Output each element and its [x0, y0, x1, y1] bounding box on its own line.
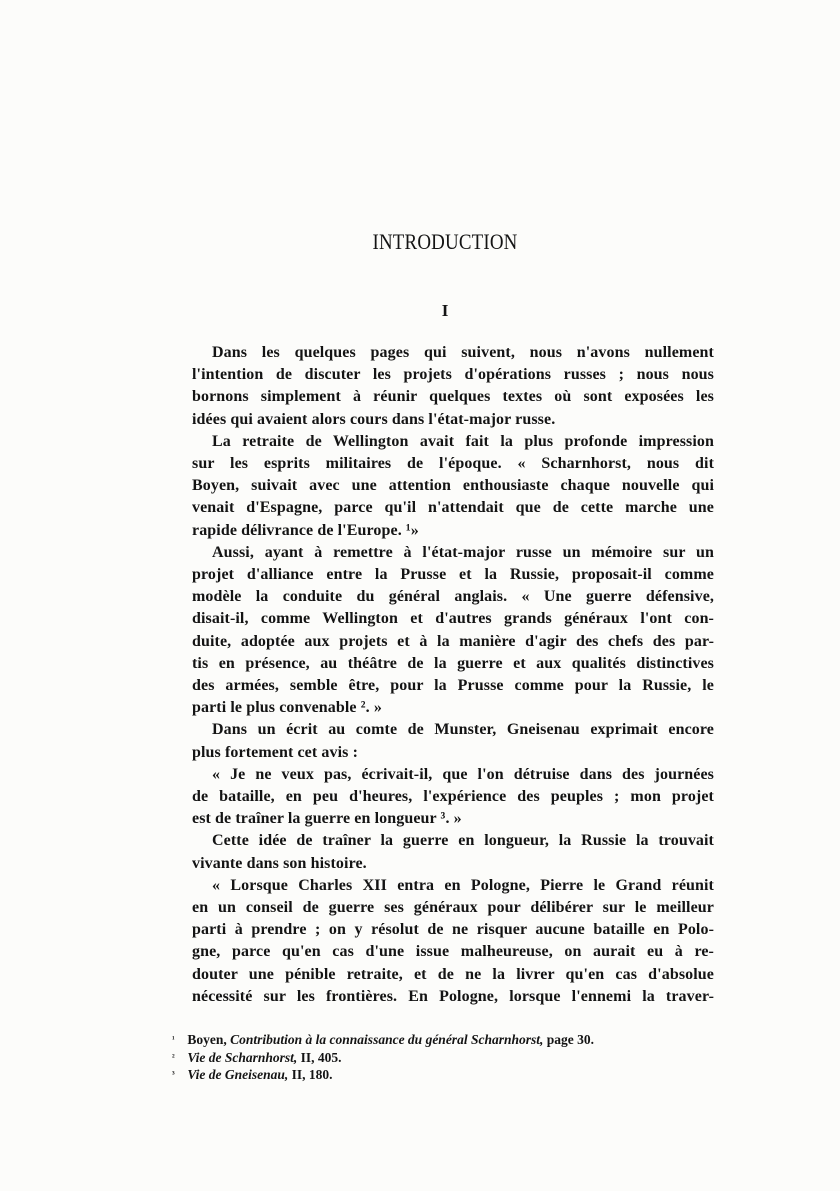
text-line: rapide délivrance de l'Europe. ¹»: [192, 521, 419, 539]
paragraph: [172, 431, 714, 542]
text-line: idées qui avaient alors cours dans l'état-major russe.: [192, 410, 556, 428]
text-line: projet d'alliance entre la Prusse et la Russie, proposait-il comme: [192, 566, 714, 584]
text-line: parti le plus convenable ². »: [192, 699, 382, 717]
footnote-work: Vie de Gneisenau,: [187, 1067, 289, 1082]
text-line: sur les esprits militaires de l'époque. « Scharnhorst, nous dit: [192, 455, 714, 473]
text-line: bornons simplement à réunir quelques textes où sont exposées les: [192, 388, 714, 406]
footnote-mark: ²: [172, 1051, 175, 1062]
text-line: des armées, semble être, pour la Prusse comme pour la Russie, le: [192, 677, 714, 695]
footnote-ref: II, 180.: [291, 1067, 333, 1082]
text-line: disait-il, comme Wellington et d'autres grands généraux l'ont con-: [192, 610, 714, 628]
text-line: duite, adoptée aux projets et à la manière d'agir des chefs des par-: [192, 632, 714, 650]
text-line: « Je ne veux pas, écrivait-il, que l'on détruise dans des journées: [212, 765, 714, 783]
text-line: « Lorsque Charles XII entra en Pologne, Pierre le Grand réunit: [212, 876, 714, 894]
footnote-work: Vie de Scharnhorst,: [187, 1049, 298, 1065]
paragraph: [172, 764, 714, 831]
footnote-ref: page 30.: [546, 1032, 594, 1047]
text-line: de bataille, en peu d'heures, l'expérience des peuples ; mon projet: [192, 788, 714, 806]
text-line: nécessité sur les frontières. En Pologne, lorsque l'ennemi la traver-: [192, 987, 714, 1005]
page-title: INTRODUCTION: [372, 229, 518, 254]
text-line: Dans les quelques pages qui suivent, nous n'avons nullement: [212, 344, 714, 361]
footnote-author: Boyen,: [187, 1032, 227, 1047]
text-line: vivante dans son histoire.: [192, 854, 367, 872]
paragraph: [172, 719, 714, 763]
section-number: I: [441, 301, 449, 320]
text-line: Dans un écrit au comte de Munster, Gneisenau exprimait encore: [212, 721, 714, 739]
footnotes: [172, 1031, 714, 1084]
text-line: Boyen, suivait avec une attention enthousiaste chaque nouvelle qui: [192, 477, 714, 495]
text-line: est de traîner la guerre en longueur ³. »: [192, 810, 462, 828]
footnote: [172, 1031, 714, 1049]
text-line: modèle la conduite du général anglais. « Une guerre défensive,: [192, 588, 714, 606]
text-line: l'intention de discuter les projets d'opérations russes ; nous nous: [192, 366, 714, 384]
footnote: [172, 1066, 714, 1084]
text-line: La retraite de Wellington avait fait la plus profonde impression: [212, 432, 714, 450]
paragraph: [172, 542, 714, 720]
paragraph: [172, 830, 714, 874]
paragraph: [172, 342, 714, 431]
body-text: [172, 342, 714, 1008]
text-line: douter une pénible retraite, et de ne la livrer qu'en cas d'absolue: [192, 965, 714, 983]
text-line: en un conseil de guerre ses généraux pour délibérer sur le meilleur: [192, 899, 714, 917]
text-line: venait d'Espagne, parce qu'il n'attendait que de cette marche une: [192, 499, 714, 517]
text-line: gne, parce qu'en cas d'une issue malheureuse, on aurait eu à re-: [192, 943, 714, 961]
footnote-ref: II, 405.: [300, 1049, 342, 1065]
footnote-work: Contribution à la connaissance du général Scharnhorst,: [230, 1032, 544, 1047]
footnote-mark: ³: [172, 1069, 175, 1079]
footnote-mark: ¹: [172, 1034, 175, 1044]
text-line: Aussi, ayant à remettre à l'état-major russe un mémoire sur un: [212, 543, 714, 561]
text-line: Cette idée de traîner la guerre en longueur, la Russie la trouvait: [212, 832, 714, 850]
text-line: parti à prendre ; on y résolut de ne risquer aucune bataille en Polo-: [192, 921, 714, 939]
text-line: tis en présence, au théâtre de la guerre et aux qualités distinctives: [192, 654, 714, 672]
paragraph: [172, 875, 714, 1008]
text-line: plus fortement cet avis :: [192, 743, 359, 761]
footnote: [172, 1049, 714, 1067]
